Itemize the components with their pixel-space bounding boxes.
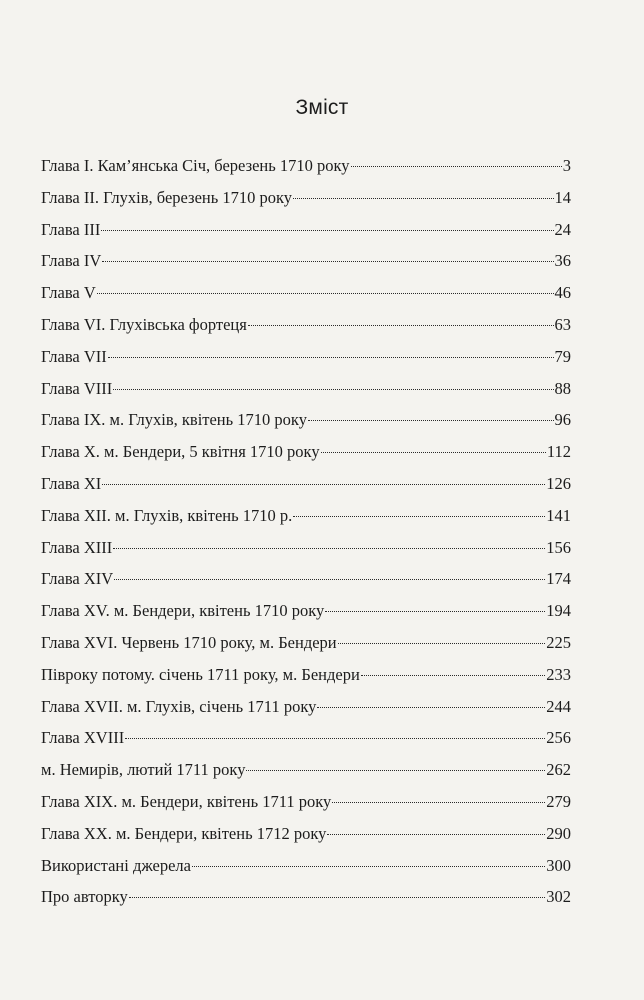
toc-entry-page-number: 225	[546, 632, 571, 652]
toc-entry	[41, 150, 571, 182]
toc-entry	[41, 341, 571, 373]
toc-entry	[41, 436, 571, 468]
toc-entry-page-number: 36	[554, 251, 571, 271]
toc-entry-label: Про авторку	[41, 887, 128, 907]
toc-entry	[41, 691, 571, 723]
toc-entry-label: Глава VI. Глухівська фортеця	[41, 314, 247, 334]
dot-leader	[338, 643, 546, 644]
dot-leader	[101, 230, 553, 231]
dot-leader	[129, 897, 545, 898]
toc-entry	[41, 563, 571, 595]
toc-entry	[41, 627, 571, 659]
toc-entry-label: Глава XII. м. Глухів, квітень 1710 р.	[41, 505, 293, 525]
toc-entry-page-number: 290	[546, 823, 571, 843]
dot-leader	[293, 198, 553, 199]
toc-entry	[41, 373, 571, 405]
toc-entry	[41, 786, 571, 818]
toc-entry-label: Глава VII	[41, 346, 107, 366]
toc-entry	[41, 277, 571, 309]
toc-entry	[41, 850, 571, 882]
toc-entry-label: Глава VIII	[41, 378, 113, 398]
dot-leader	[248, 325, 554, 326]
toc-entry-page-number: 24	[554, 219, 571, 239]
toc-entry-label: Глава III	[41, 219, 101, 239]
toc-entry-label: Півроку потому. січень 1711 року, м. Бендери	[41, 664, 360, 684]
dot-leader	[332, 802, 545, 803]
dot-leader	[246, 770, 545, 771]
toc-entry	[41, 722, 571, 754]
toc-entry-label: Глава XVII. м. Глухів, січень 1711 року	[41, 696, 317, 716]
toc-entry-label: Глава IX. м. Глухів, квітень 1710 року	[41, 410, 307, 430]
dot-leader	[125, 738, 545, 739]
toc-entry-page-number: 14	[554, 187, 571, 207]
dot-leader	[192, 866, 545, 867]
toc-entry	[41, 595, 571, 627]
toc-entry	[41, 500, 571, 532]
toc-entry-page-number: 46	[554, 283, 571, 303]
toc-entry-page-number: 88	[554, 378, 571, 398]
toc-entry-label: м. Немирів, лютий 1711 року	[41, 760, 246, 780]
toc-entry-label: Глава XI	[41, 473, 102, 493]
toc-entry-page-number: 194	[546, 601, 571, 621]
page-title: Зміст	[295, 96, 349, 119]
toc-entry	[41, 214, 571, 246]
toc-entry-page-number: 279	[546, 791, 571, 811]
dot-leader	[321, 452, 546, 453]
toc-entry-page-number: 233	[546, 664, 571, 684]
dot-leader	[102, 261, 553, 262]
dot-leader	[102, 484, 545, 485]
toc-entry-page-number: 262	[546, 760, 571, 780]
toc-entry	[41, 881, 571, 913]
dot-leader	[325, 611, 545, 612]
dot-leader	[97, 293, 554, 294]
toc-entry	[41, 818, 571, 850]
table-of-contents	[41, 150, 571, 913]
toc-entry	[41, 659, 571, 691]
toc-entry-label: Використані джерела	[41, 855, 191, 875]
toc-entry-label: Глава XX. м. Бендери, квітень 1712 року	[41, 823, 327, 843]
toc-entry-label: Глава XIX. м. Бендери, квітень 1711 року	[41, 791, 332, 811]
dot-leader	[317, 707, 545, 708]
toc-entry-label: Глава XVIII	[41, 728, 125, 748]
toc-entry	[41, 309, 571, 341]
toc-entry-page-number: 302	[546, 887, 571, 907]
dot-leader	[308, 420, 554, 421]
toc-entry-page-number: 141	[546, 505, 571, 525]
toc-entry-page-number: 63	[554, 314, 571, 334]
toc-entry-page-number: 79	[554, 346, 571, 366]
dot-leader	[327, 834, 545, 835]
dot-leader	[293, 516, 545, 517]
toc-entry-label: Глава XV. м. Бендери, квітень 1710 року	[41, 601, 325, 621]
toc-entry	[41, 532, 571, 564]
toc-entry	[41, 182, 571, 214]
toc-entry	[41, 404, 571, 436]
toc-entry-label: Глава V	[41, 283, 96, 303]
toc-entry-page-number: 300	[546, 855, 571, 875]
toc-entry-label: Глава XIII	[41, 537, 113, 557]
dot-leader	[114, 579, 545, 580]
dot-leader	[113, 389, 553, 390]
toc-entry-page-number: 244	[546, 696, 571, 716]
dot-leader	[108, 357, 554, 358]
toc-entry	[41, 754, 571, 786]
toc-entry-label: Глава II. Глухів, березень 1710 року	[41, 187, 293, 207]
toc-entry-page-number: 3	[562, 156, 571, 175]
toc-entry-label: Глава І. Кам’янська Січ, березень 1710 року	[41, 156, 350, 175]
dot-leader	[361, 675, 545, 676]
toc-entry-page-number: 256	[546, 728, 571, 748]
toc-entry	[41, 468, 571, 500]
toc-entry-label: Глава X. м. Бендери, 5 квітня 1710 року	[41, 442, 320, 462]
toc-entry-page-number: 174	[546, 569, 571, 589]
toc-entry-page-number: 126	[546, 473, 571, 493]
dot-leader	[113, 548, 545, 549]
toc-entry-page-number: 112	[546, 442, 571, 462]
dot-leader	[351, 166, 562, 167]
toc-entry-label: Глава XIV	[41, 569, 114, 589]
toc-entry-page-number: 96	[554, 410, 571, 430]
toc-entry-label: Глава IV	[41, 251, 102, 271]
toc-entry-label: Глава XVI. Червень 1710 року, м. Бендери	[41, 632, 337, 652]
toc-entry-page-number: 156	[546, 537, 571, 557]
toc-entry	[41, 245, 571, 277]
